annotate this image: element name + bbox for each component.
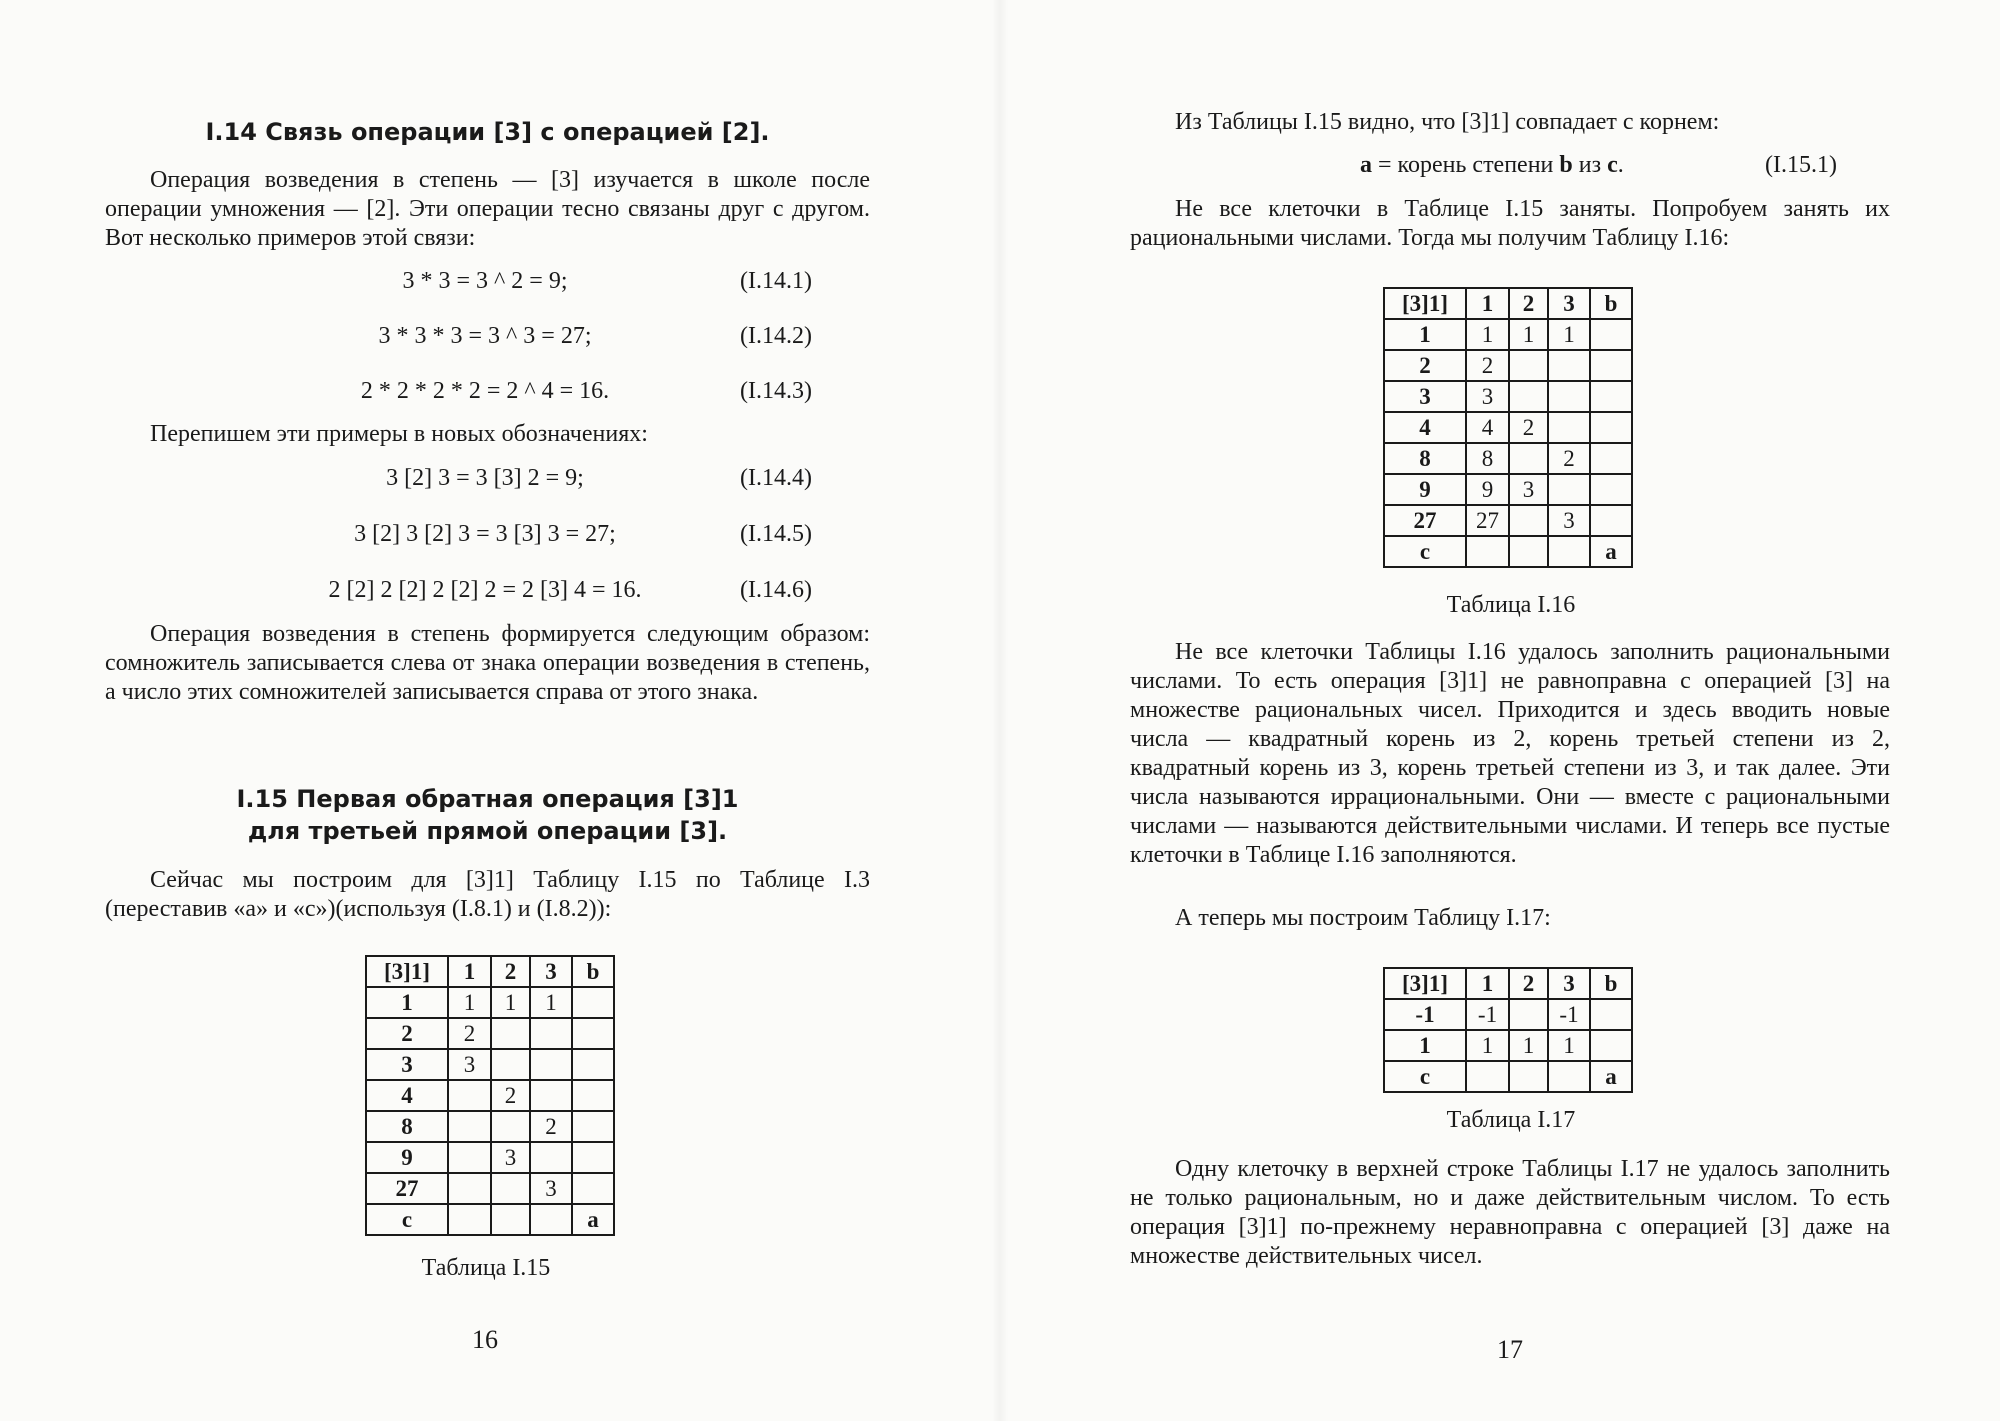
paragraph-build-table-17: А теперь мы построим Таблицу I.17: <box>1175 905 1551 931</box>
paragraph-fill-rational: Не все клеточки в Таблице I.15 заняты. Попробуем занять их рациональными числами. Тогда мы получим Таблицу I.16: <box>1130 196 1890 251</box>
table-cell <box>1466 536 1509 567</box>
table-cell <box>572 987 614 1018</box>
table-header-cell: 3 <box>1548 288 1590 319</box>
table-cell <box>1548 536 1590 567</box>
table-cell: 2 <box>491 1080 530 1111</box>
formula-expression: 3 [2] 3 [2] 3 = 3 [3] 3 = 27; <box>354 521 616 547</box>
table-cell: 1 <box>1548 319 1590 350</box>
formula-text-tail: из <box>1572 152 1608 178</box>
table-cell: 1 <box>530 987 572 1018</box>
table-row-label: c <box>1384 1061 1466 1092</box>
left-page <box>0 0 995 1421</box>
formula-number-i15-1: (I.15.1) <box>1765 152 1837 178</box>
table-cell <box>448 1173 491 1204</box>
table-header-row <box>1384 288 1632 319</box>
table-cell: 2 <box>448 1018 491 1049</box>
paragraph-real-numbers: Одну клеточку в верхней строке Таблицы I.17 не удалось заполнить не только рациональным, но и даже действительным числом. То есть операция [3]1] по-прежнему неравноправна с операцией [3] даже на множестве действительных чисел. <box>1130 1156 1890 1269</box>
formula-expression: 3 [2] 3 = 3 [3] 2 = 9; <box>386 465 584 491</box>
table-cell <box>491 1049 530 1080</box>
table-cell <box>530 1142 572 1173</box>
table-cell: 4 <box>1466 412 1509 443</box>
table-cell: a <box>1590 536 1632 567</box>
table-row-label: c <box>1384 536 1466 567</box>
paragraph-intro: Операция возведения в степень — [3] изучается в школе после операции умножения — [2]. Эти операции тесно связаны друг с другом. Вот несколько примеров этой связи: <box>105 167 870 251</box>
section-heading-i15-line2: для третьей прямой операции [3]. <box>247 817 728 845</box>
table-cell: -1 <box>1466 999 1509 1030</box>
formula-number: (I.14.5) <box>740 521 812 547</box>
paragraph-irrational: Не все клеточки Таблицы I.16 удалось заполнить рациональными числами. То есть операция [3]1] не равноправна с операцией [3] на множестве рациональных чисел. Приходится и здесь вводить новые числа — квадратный корень из 2, корень третьей степени из 2, квадратный корень из 3, корень третьей степени из 3, и так далее. Эти числа называются иррациональными. Они — вместе с рациональными числами — называются действительными числами. И теперь все пустые клеточки в Таблице I.16 заполняются. <box>1130 639 1890 868</box>
table-cell <box>1590 412 1632 443</box>
table-row <box>1384 381 1632 412</box>
formula-var-c: c <box>1607 152 1618 178</box>
table-cell <box>1590 999 1632 1030</box>
table-header-cell: b <box>1590 968 1632 999</box>
formula-number: (I.14.4) <box>740 465 812 491</box>
formula-expression: 3 * 3 * 3 = 3 ^ 3 = 27; <box>378 323 592 349</box>
table-row-label: 2 <box>366 1018 448 1049</box>
table-cell: 1 <box>1466 319 1509 350</box>
table-i15 <box>365 955 615 1236</box>
table-cell <box>572 1173 614 1204</box>
table-header-cell: b <box>572 956 614 987</box>
table-header-cell: [3]1] <box>1384 288 1466 319</box>
table-cell: a <box>572 1204 614 1235</box>
table-cell <box>491 1173 530 1204</box>
table-cell <box>448 1111 491 1142</box>
table-header-cell: 2 <box>1509 288 1548 319</box>
table-cell <box>1509 381 1548 412</box>
table-header-row <box>1384 968 1632 999</box>
table-i15-caption: Таблица I.15 <box>421 1255 551 1281</box>
formula-var-b: b <box>1559 152 1573 178</box>
table-cell: 2 <box>1466 350 1509 381</box>
table-cell <box>1509 505 1548 536</box>
table-cell: 1 <box>1509 1030 1548 1061</box>
table-cell <box>1590 319 1632 350</box>
table-row-label: c <box>366 1204 448 1235</box>
table-cell <box>1590 381 1632 412</box>
formula-number: (I.14.1) <box>740 268 812 294</box>
table-row-label: 1 <box>1384 1030 1466 1061</box>
paragraph-rewrite: Перепишем эти примеры в новых обозначениях: <box>150 421 648 447</box>
table-row <box>1384 319 1632 350</box>
table-header-cell: 1 <box>448 956 491 987</box>
table-cell: 1 <box>448 987 491 1018</box>
formula-var-a: a <box>1360 152 1372 178</box>
table-row-label: 3 <box>1384 381 1466 412</box>
table-cell: 1 <box>1509 319 1548 350</box>
table-row-label: 1 <box>366 987 448 1018</box>
table-i16 <box>1383 287 1633 568</box>
table-row <box>1384 999 1632 1030</box>
table-row-label: 27 <box>1384 505 1466 536</box>
table-cell <box>1509 350 1548 381</box>
right-page <box>1000 0 2000 1421</box>
table-cell <box>572 1142 614 1173</box>
table-header-row <box>366 956 614 987</box>
table-header-cell: 2 <box>491 956 530 987</box>
table-cell <box>572 1018 614 1049</box>
table-cell: -1 <box>1548 999 1590 1030</box>
table-cell <box>1590 443 1632 474</box>
table-row <box>1384 1030 1632 1061</box>
section-heading-i14: I.14 Связь операции [3] с операцией [2]. <box>205 118 770 146</box>
table-cell: 3 <box>1466 381 1509 412</box>
table-cell <box>1548 1061 1590 1092</box>
table-header-cell: 3 <box>530 956 572 987</box>
table-header-cell: 2 <box>1509 968 1548 999</box>
table-cell <box>1590 505 1632 536</box>
table-cell: 1 <box>491 987 530 1018</box>
table-cell <box>1548 350 1590 381</box>
table-cell <box>448 1142 491 1173</box>
formula-text-end: . <box>1617 152 1624 178</box>
table-cell <box>530 1049 572 1080</box>
table-row <box>366 987 614 1018</box>
table-cell: 2 <box>1548 443 1590 474</box>
table-header-cell: 3 <box>1548 968 1590 999</box>
table-row <box>366 1173 614 1204</box>
table-cell <box>530 1018 572 1049</box>
table-row <box>1384 474 1632 505</box>
table-cell <box>1548 381 1590 412</box>
page-number-left: 16 <box>472 1325 498 1354</box>
table-cell <box>572 1111 614 1142</box>
table-cell: 3 <box>448 1049 491 1080</box>
table-row-label: 4 <box>1384 412 1466 443</box>
table-row <box>366 1204 614 1235</box>
formula-expression: 2 * 2 * 2 * 2 = 2 ^ 4 = 16. <box>360 378 610 404</box>
table-cell: a <box>1590 1061 1632 1092</box>
table-i16-caption: Таблица I.16 <box>1446 592 1576 618</box>
table-row <box>366 1111 614 1142</box>
table-cell <box>1509 443 1548 474</box>
table-cell <box>448 1080 491 1111</box>
table-row-label: 9 <box>366 1142 448 1173</box>
table-cell <box>1590 1030 1632 1061</box>
table-row <box>1384 412 1632 443</box>
table-row-label: 3 <box>366 1049 448 1080</box>
formula-expression: 3 * 3 = 3 ^ 2 = 9; <box>402 268 568 294</box>
table-header-cell: 1 <box>1466 968 1509 999</box>
formula-expression: 2 [2] 2 [2] 2 [2] 2 = 2 [3] 4 = 16. <box>328 577 642 603</box>
paragraph-build-table: Сейчас мы построим для [3]1] Таблицу I.15 по Таблице I.3 (переставив «a» и «c»)(используя (I.8.1) и (I.8.2)): <box>105 867 870 922</box>
table-cell <box>1548 474 1590 505</box>
table-cell <box>491 1018 530 1049</box>
table-cell <box>491 1204 530 1235</box>
table-row-label: -1 <box>1384 999 1466 1030</box>
table-cell: 8 <box>1466 443 1509 474</box>
table-header-cell: [3]1] <box>1384 968 1466 999</box>
table-row <box>366 1080 614 1111</box>
table-cell: 2 <box>530 1111 572 1142</box>
table-cell: 3 <box>530 1173 572 1204</box>
table-cell <box>530 1080 572 1111</box>
table-cell <box>1590 350 1632 381</box>
formula-i15-1 <box>1360 150 1624 180</box>
table-cell <box>1548 412 1590 443</box>
table-cell <box>1509 536 1548 567</box>
formula-text-mid: = корень степени <box>1372 152 1560 178</box>
table-row-label: 1 <box>1384 319 1466 350</box>
table-row <box>366 1142 614 1173</box>
table-cell: 3 <box>1509 474 1548 505</box>
table-header-cell: b <box>1590 288 1632 319</box>
table-cell <box>1509 999 1548 1030</box>
table-cell: 3 <box>491 1142 530 1173</box>
table-cell: 27 <box>1466 505 1509 536</box>
table-cell: 1 <box>1466 1030 1509 1061</box>
table-row <box>1384 505 1632 536</box>
table-cell: 2 <box>1509 412 1548 443</box>
formula-number: (I.14.2) <box>740 323 812 349</box>
table-row-label: 8 <box>366 1111 448 1142</box>
table-cell <box>491 1111 530 1142</box>
table-row <box>1384 1061 1632 1092</box>
table-row <box>1384 350 1632 381</box>
table-cell <box>572 1080 614 1111</box>
table-row-label: 8 <box>1384 443 1466 474</box>
table-row-label: 9 <box>1384 474 1466 505</box>
table-i17 <box>1383 967 1633 1093</box>
table-cell <box>448 1204 491 1235</box>
table-row-label: 2 <box>1384 350 1466 381</box>
table-cell <box>1590 474 1632 505</box>
table-header-cell: 1 <box>1466 288 1509 319</box>
table-cell <box>1509 1061 1548 1092</box>
formula-number: (I.14.6) <box>740 577 812 603</box>
paragraph-formation: Операция возведения в степень формируется следующим образом: сомножитель записывается слева от знака операции возведения в степень, а число этих сомножителей записывается справа от этого знака. <box>105 621 870 705</box>
table-row-label: 4 <box>366 1080 448 1111</box>
table-cell <box>530 1204 572 1235</box>
table-cell: 3 <box>1548 505 1590 536</box>
page-number-right: 17 <box>1497 1335 1523 1364</box>
table-row-label: 27 <box>366 1173 448 1204</box>
table-row <box>366 1018 614 1049</box>
table-cell <box>1466 1061 1509 1092</box>
formula-number: (I.14.3) <box>740 378 812 404</box>
table-row <box>1384 443 1632 474</box>
table-header-cell: [3]1] <box>366 956 448 987</box>
table-row <box>366 1049 614 1080</box>
paragraph-root-match: Из Таблицы I.15 видно, что [3]1] совпадает с корнем: <box>1175 109 1720 135</box>
table-row <box>1384 536 1632 567</box>
section-heading-i15-line1: I.15 Первая обратная операция [3]1 <box>236 785 739 813</box>
table-i17-caption: Таблица I.17 <box>1446 1107 1576 1133</box>
table-cell: 9 <box>1466 474 1509 505</box>
table-cell <box>572 1049 614 1080</box>
table-cell: 1 <box>1548 1030 1590 1061</box>
